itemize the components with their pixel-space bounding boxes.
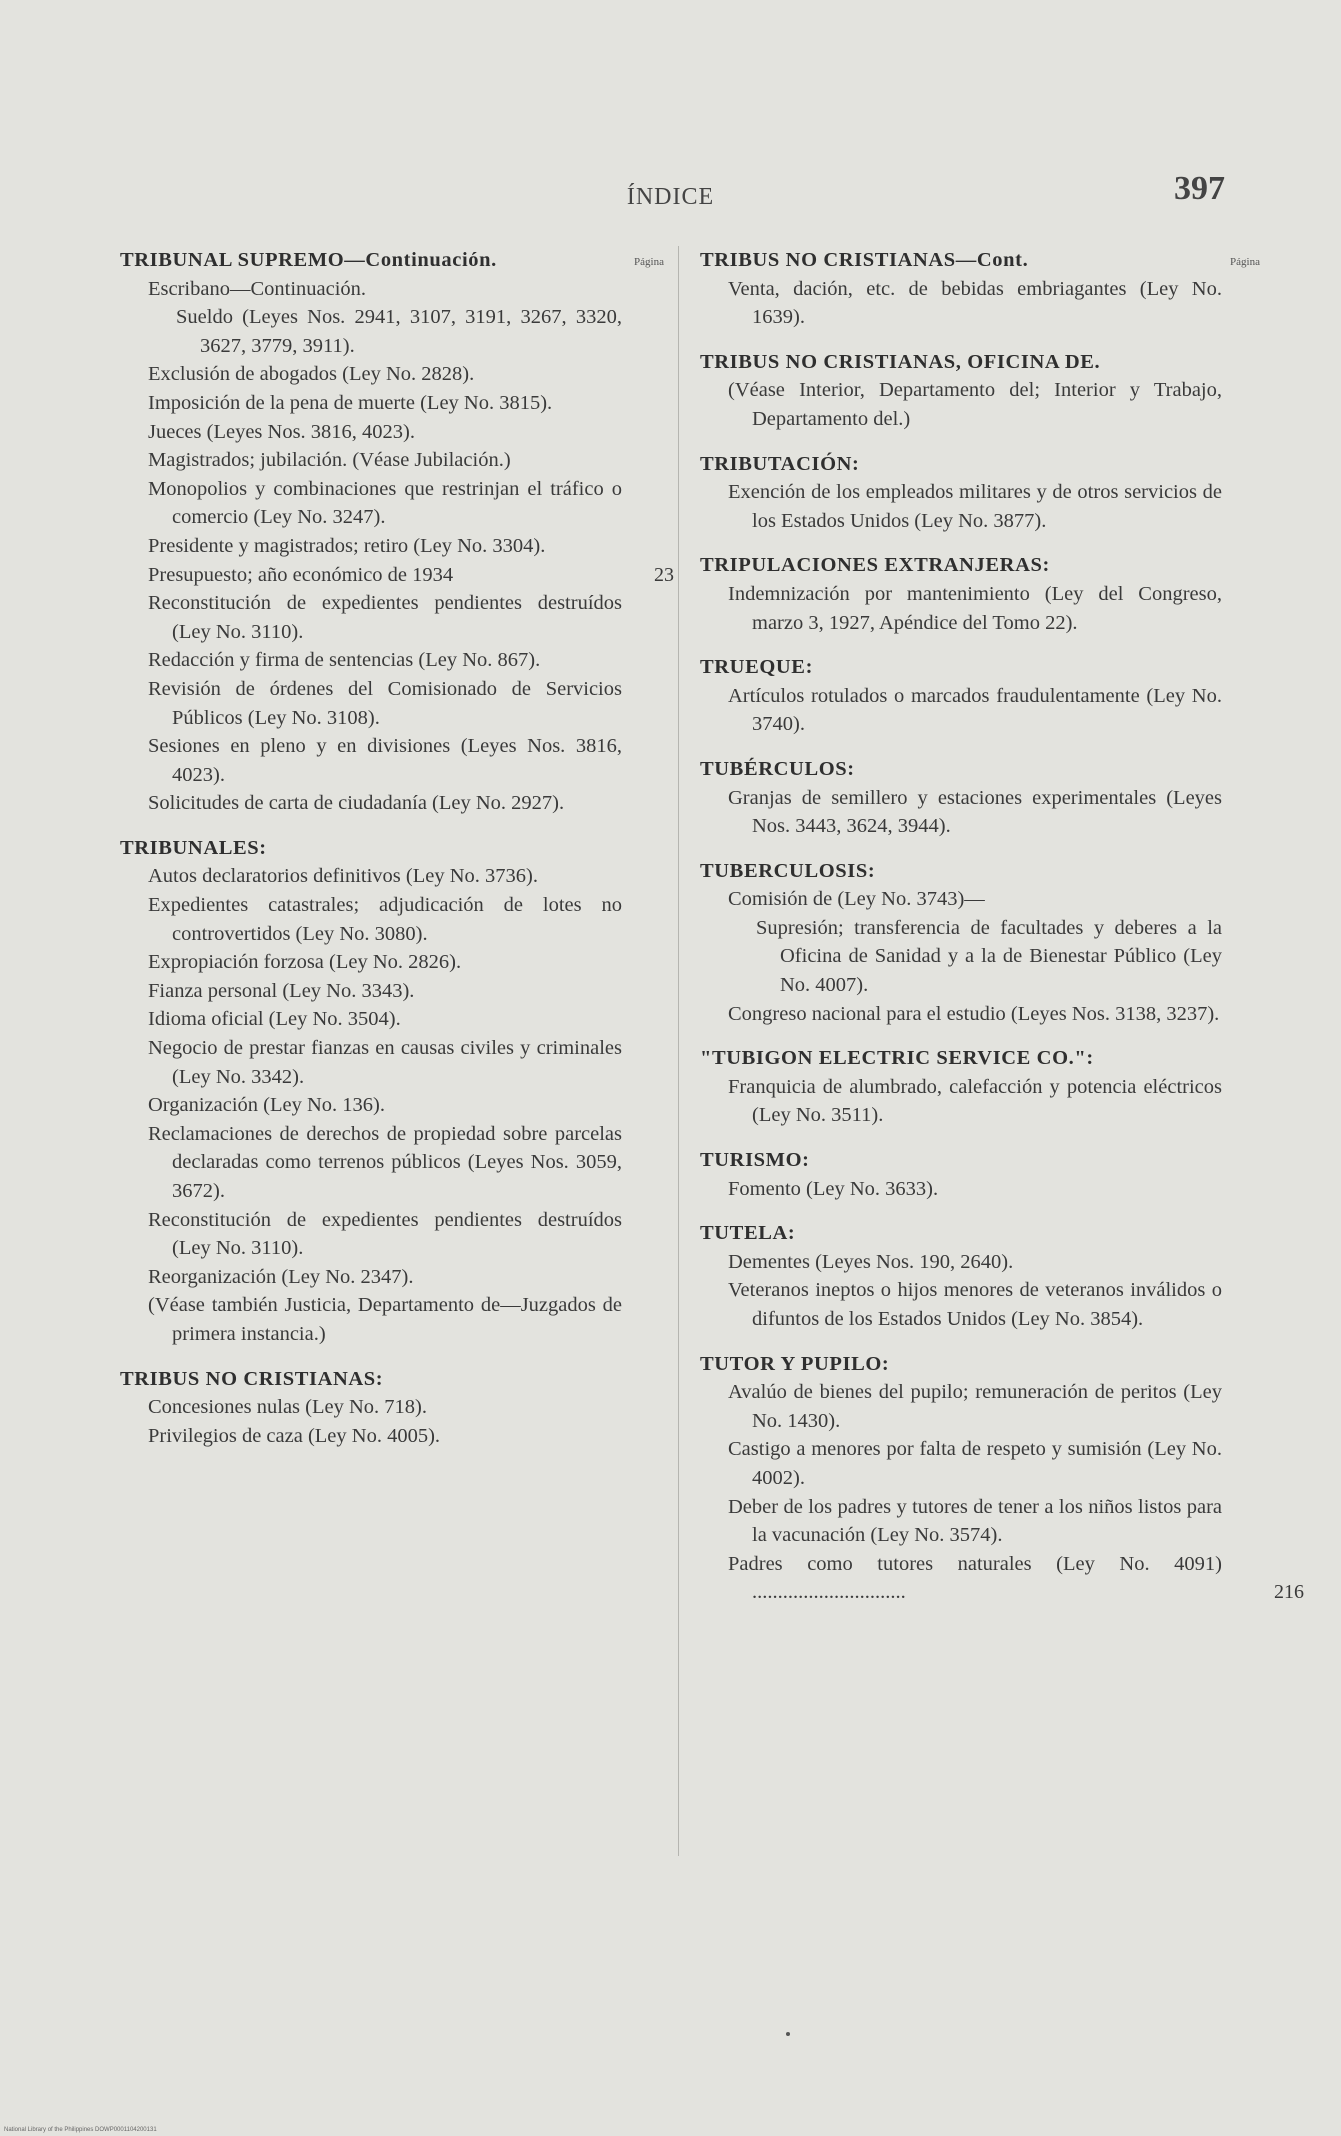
index-heading: TRIBUTACIÓN: (700, 452, 860, 475)
index-entry-text: Avalúo de bienes del pupilo; remuneración de peritos (Ley No. 1430). (728, 1381, 1222, 1432)
index-entry-text: Granjas de semillero y estaciones experimentales (Leyes Nos. 3443, 3624, 3944). (728, 786, 1222, 838)
index-entry-text: Organización (Ley No. 136). (148, 1094, 386, 1117)
page-number: 397 (1174, 170, 1225, 207)
index-entry-text: Exención de los empleados militares y de otros servicios de los Estados Unidos (Ley No. 3877). (728, 481, 1222, 532)
index-entry-text: Magistrados; jubilación. (Véase Jubilación.) (148, 449, 511, 472)
scan-credit: National Library of the Philippines DOWP0001104200131 (4, 2127, 157, 2133)
index-entry-text: Monopolios y combinaciones que restrinjan el tráfico o comercio (Ley No. 3247). (148, 477, 622, 529)
index-entry (120, 360, 660, 389)
pagina-label: Página (1230, 256, 1260, 268)
index-entry (700, 1073, 1260, 1130)
index-page-ref: 216 (1274, 1581, 1304, 1604)
index-entry (700, 914, 1260, 1000)
index-entry (120, 446, 660, 475)
index-entry-text: Idioma oficial (Ley No. 3504). (148, 1008, 401, 1031)
index-entry (120, 1393, 660, 1422)
index-entry-text: Revisión de órdenes del Comisionado de Servicios Públicos (Ley No. 3108). (148, 677, 622, 729)
index-entry (700, 1435, 1260, 1492)
index-entry (700, 1000, 1260, 1029)
index-heading: TUBÉRCULOS: (700, 757, 855, 780)
index-entry-text: Supresión; transferencia de facultades y deberes a la Oficina de Sanidad y a la de Bienestar Público (Ley No. 4007). (756, 916, 1222, 997)
index-entry-text: Autos declaratorios definitivos (Ley No. 3736). (148, 865, 538, 888)
index-entry-text: Castigo a menores por falta de respeto y sumisión (Ley No. 4002). (728, 1438, 1222, 1489)
index-heading: TRIBUNAL SUPREMO—Continuación. (120, 249, 497, 271)
index-entry (120, 646, 660, 675)
index-entry-text: Dementes (Leyes Nos. 190, 2640). (728, 1250, 1014, 1273)
index-heading: TUBERCULOSIS: (700, 859, 876, 882)
index-entry-text: Franquicia de alumbrado, calefacción y potencia eléctricos (Ley No. 3511). (728, 1075, 1222, 1127)
index-entry (120, 1005, 660, 1034)
index-heading: TRIPULACIONES EXTRANJERAS: (700, 554, 1050, 577)
index-entry (120, 789, 660, 818)
index-entry-text: Fianza personal (Ley No. 3343). (148, 979, 415, 1002)
index-entry-text: Presidente y magistrados; retiro (Ley No. 3304). (148, 534, 546, 557)
ink-dot (786, 2032, 790, 2036)
index-entry-text: Privilegios de caza (Ley No. 4005). (148, 1424, 441, 1447)
index-entry (700, 1248, 1260, 1277)
index-heading: TRUEQUE: (700, 656, 814, 679)
index-page-ref: 23 (654, 563, 674, 586)
index-entry-text: Sesiones en pleno y en divisiones (Leyes Nos. 3816, 4023). (148, 735, 622, 786)
index-entry (120, 1120, 660, 1206)
index-entry (120, 303, 660, 360)
index-entry-text: Negocio de prestar fianzas en causas civiles y criminales (Ley No. 3342). (148, 1037, 622, 1088)
index-entry (700, 784, 1260, 841)
index-entry (120, 589, 660, 646)
index-entry-text: Congreso nacional para el estudio (Leyes Nos. 3138, 3237). (728, 1002, 1220, 1025)
index-entry-text: Padres como tutores naturales (Ley No. 4091) .............................. (728, 1552, 1222, 1604)
index-entry-text: Concesiones nulas (Ley No. 718). (148, 1396, 427, 1419)
index-entry-text: Fomento (Ley No. 3633). (728, 1177, 939, 1200)
index-entry (120, 1091, 660, 1120)
index-entry (700, 376, 1260, 433)
index-entry-text: Deber de los padres y tutores de tener a los niños listos para la vacunación (Ley No. 3574). (728, 1495, 1222, 1547)
index-entry-text: Reconstitución de expedientes pendientes destruídos (Ley No. 3110). (148, 1208, 622, 1260)
index-entry (700, 1378, 1260, 1435)
index-entry-text: (Véase también Justicia, Departamento de—Juzgados de primera instancia.) (148, 1294, 622, 1345)
index-heading: TRIBUS NO CRISTIANAS, OFICINA DE. (700, 350, 1101, 373)
index-heading: TURISMO: (700, 1149, 810, 1172)
index-entry (700, 1493, 1260, 1550)
index-heading: "TUBIGON ELECTRIC SERVICE CO.": (700, 1047, 1094, 1070)
index-entry (700, 1550, 1304, 1607)
index-entry (700, 885, 1260, 914)
page-header (0, 170, 1341, 228)
column-divider (678, 246, 679, 1856)
index-entry (120, 891, 660, 948)
index-entry-text: Artículos rotulados o marcados fraudulentamente (Ley No. 3740). (728, 684, 1222, 736)
index-column-left (120, 246, 674, 1450)
index-entry (700, 478, 1260, 535)
pagina-label: Página (634, 256, 664, 268)
running-title: ÍNDICE (626, 184, 715, 210)
index-entry (120, 1263, 660, 1292)
index-entry (700, 580, 1260, 637)
index-entry-text: Comisión de (Ley No. 3743)— (728, 888, 985, 911)
index-entry-text: Expropiación forzosa (Ley No. 2826). (148, 951, 462, 974)
index-entry (120, 675, 660, 732)
index-entry (700, 1276, 1260, 1333)
index-entry-text: Redacción y firma de sentencias (Ley No. 867). (148, 649, 541, 672)
index-entry (120, 1422, 660, 1451)
index-entry (120, 561, 674, 590)
index-entry (120, 275, 660, 304)
index-entry (120, 475, 660, 532)
index-entry (120, 977, 660, 1006)
index-heading: TRIBUS NO CRISTIANAS: (120, 1367, 384, 1390)
index-entry-text: Veteranos ineptos o hijos menores de veteranos inválidos o difuntos de los Estados Unidos (Ley No. 3854). (728, 1279, 1222, 1330)
index-entry (120, 532, 660, 561)
index-entry-text: Presupuesto; año económico de 1934 (148, 563, 454, 586)
index-entry-text: Venta, dación, etc. de bebidas embriagantes (Ley No. 1639). (728, 277, 1222, 329)
index-entry (120, 1034, 660, 1091)
index-entry (120, 732, 660, 789)
index-entry-text: Reclamaciones de derechos de propiedad sobre parcelas declaradas como terrenos públicos (Leyes Nos. 3059, 3672). (148, 1122, 622, 1202)
index-entry-text: Escribano—Continuación. (148, 277, 367, 300)
index-entry (120, 418, 660, 447)
index-entry-text: Exclusión de abogados (Ley No. 2828). (148, 363, 475, 386)
index-entry-text: Indemnización por mantenimiento (Ley del Congreso, marzo 3, 1927, Apéndice del Tomo 22). (728, 582, 1222, 634)
index-heading: TUTELA: (700, 1222, 796, 1245)
index-entry-text: Sueldo (Leyes Nos. 2941, 3107, 3191, 3267, 3320, 3627, 3779, 3911). (176, 306, 622, 357)
index-heading: TUTOR Y PUPILO: (700, 1352, 890, 1375)
index-entry (120, 1206, 660, 1263)
index-entry-text: Reorganización (Ley No. 2347). (148, 1265, 414, 1288)
index-entry-text: Reconstitución de expedientes pendientes destruídos (Ley No. 3110). (148, 592, 622, 643)
index-entry-text: Jueces (Leyes Nos. 3816, 4023). (148, 420, 416, 443)
index-entry (120, 389, 660, 418)
index-entry (120, 948, 660, 977)
index-entry (120, 862, 660, 891)
index-column-right (700, 246, 1304, 1607)
index-entry (700, 1175, 1260, 1204)
index-heading: TRIBUNALES: (120, 836, 267, 859)
index-entry-text: Imposición de la pena de muerte (Ley No. 3815). (148, 391, 553, 414)
index-heading: TRIBUS NO CRISTIANAS—Cont. (700, 249, 1029, 271)
index-entry-text: Expedientes catastrales; adjudicación de lotes no controvertidos (Ley No. 3080). (148, 894, 622, 945)
index-entry (700, 275, 1260, 332)
index-entry-text: Solicitudes de carta de ciudadanía (Ley No. 2927). (148, 792, 565, 815)
index-entry-text: (Véase Interior, Departamento del; Interior y Trabajo, Departamento del.) (728, 379, 1222, 430)
index-entry (700, 682, 1260, 739)
index-entry (120, 1291, 660, 1348)
